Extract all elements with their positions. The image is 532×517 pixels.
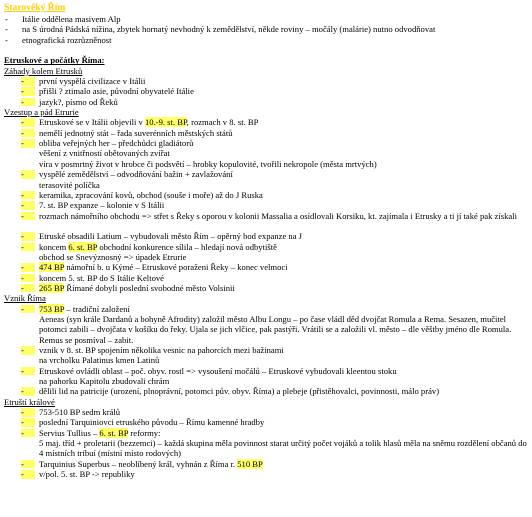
list-item: - jazyk?, písmo od Řeků bbox=[21, 96, 118, 107]
list-item: - poslední Tarquiniovci etruského původu – Římu kamenné hradby bbox=[21, 417, 265, 428]
page-title: Starověký Řím bbox=[4, 2, 66, 13]
section-heading: Etruskové a počátky Říma: bbox=[4, 55, 105, 66]
list-item: - nemělí jednotný stát – řada suverénních městských států bbox=[21, 127, 233, 138]
subheading: Vznik Říma bbox=[4, 293, 46, 304]
continuation-line: terasovité políčka bbox=[39, 179, 100, 190]
list-item: - v/pol. 5. st. BP -> republiky bbox=[21, 469, 135, 480]
list-item: - 7. st. BP expanze – kolonie v S Itálii bbox=[21, 200, 165, 211]
subheading: Etruští králové bbox=[4, 396, 55, 407]
list-item: - 474 BP námořní b. u Kýmé – Etruskové poraženi Řeky – konec velmoci bbox=[21, 262, 288, 273]
continuation-line: věšení z vnitřností obětovaných zvířat bbox=[39, 148, 170, 159]
subheading: Záhady kolem Etrusků bbox=[4, 65, 83, 76]
list-item: - dělili lid na patricije (urození, plnoprávní, potomci pův. obyv. Říma) a plebeje (přistěhovalci, povinnosti, málo práv) bbox=[21, 386, 440, 397]
list-item: - koncem 5. st. BP do S Itálie Keltové bbox=[21, 272, 164, 283]
list-item: - Etruskové se v Itálii objevili v 10.-9. st. BP, rozmach v 8. st. BP bbox=[21, 117, 259, 128]
list-item: - Etruské obsadili Latium – vybudovali město Řím – opěrný bod expanze na J bbox=[21, 231, 303, 242]
list-item: - etnografická rozrůzněnost bbox=[5, 34, 112, 45]
continuation-line: obchod se Snevýznosný => úpadek Etrurie bbox=[39, 251, 187, 262]
list-item: - keramika, zpracování kovů, obchod (souše i moře) až do J Ruska bbox=[21, 189, 263, 200]
list-item: - první vyspělá civilizace v Itálii bbox=[21, 76, 146, 87]
list-item: - Servius Tullius – 6. st. BP reformy: bbox=[21, 427, 161, 438]
continuation-line: na vrcholku Palatinus kmen Latinů bbox=[39, 355, 160, 366]
list-item: - Tarquinius Superbus – neoblíbený král, vyhnán z Říma r. 510 BP bbox=[21, 458, 263, 469]
list-item: - 265 BP Římané dobyli poslední svobodné město Volsinii bbox=[21, 282, 235, 293]
subheading: Vzestup a pád Etrurie bbox=[4, 107, 79, 118]
list-item: - přišli ? ztimalo asie, původní obyvatelé Itálie bbox=[21, 86, 194, 97]
continuation-line: na pahorku Kapitolu zbudovali chrám bbox=[39, 376, 170, 387]
list-item: - vznik v 8. st. BP spojením několika vesnic na pahorcích mezi bažinami bbox=[21, 345, 284, 356]
list-item: - koncem 6. st. BP obchodní konkurence sílila – hledají nová odbytiště bbox=[21, 241, 277, 252]
list-item: - rozmach námořního obchodu => střet s Řeky s oporou v kolonii Massalia a osídlovali Korsiku, kt. zajímala i Etrusky a ti jí také pak získali bbox=[21, 210, 517, 221]
list-item: - vyspělé zemědělství – odvodňování bažin + zavlažování bbox=[21, 169, 233, 180]
list-item: - na S úrodná Pádská nížina, zbytek hornatý nevhodný k zemědělství, někde roviny – močály (malárie) nutno odvodňovat bbox=[5, 24, 436, 35]
list-item: - obliba veřejných her – předchůdci gladiátorů bbox=[21, 138, 194, 149]
continuation-line: Aeneas (syn krále Dardanů a bohyně Afrodity) založil město Albu Longu – po čase vládl děd dvojčat Romula a Rema. Sesazen, mučitel potomci zabili – dvojčata v košíku do řeky. Ujala se jich vlčice, pak pastýři. Vrátili se a založili vl. město – dle věštby jméno dle Romula. Remus se posmíval – zabit. bbox=[39, 313, 512, 345]
list-item: - Itálie oddělena masivem Alp bbox=[5, 14, 121, 24]
list-item: - 753 BP – tradiční založení bbox=[21, 303, 130, 314]
continuation-line: 5 maj. tříd + proletarii (bezzemci) – každá skupina měla povinnost starat určitý počet vojáků a tolik hlasů měla na sněmu rozdělení občanů do 4 místních tribuí (místní místo rodových) bbox=[39, 438, 527, 459]
continuation-line: víra v posmrtný život v hrobce či podsvětí – hrobky kopulovité, tvořili nekropole (města mrtvých) bbox=[39, 158, 377, 169]
list-item: - Etruskové ovládli oblast – poč. obyv. rostl => vysoušení močálů – Etruskové vybudovali kleentou stoku bbox=[21, 365, 397, 376]
list-item: - 753-510 BP sedm králů bbox=[21, 407, 121, 418]
